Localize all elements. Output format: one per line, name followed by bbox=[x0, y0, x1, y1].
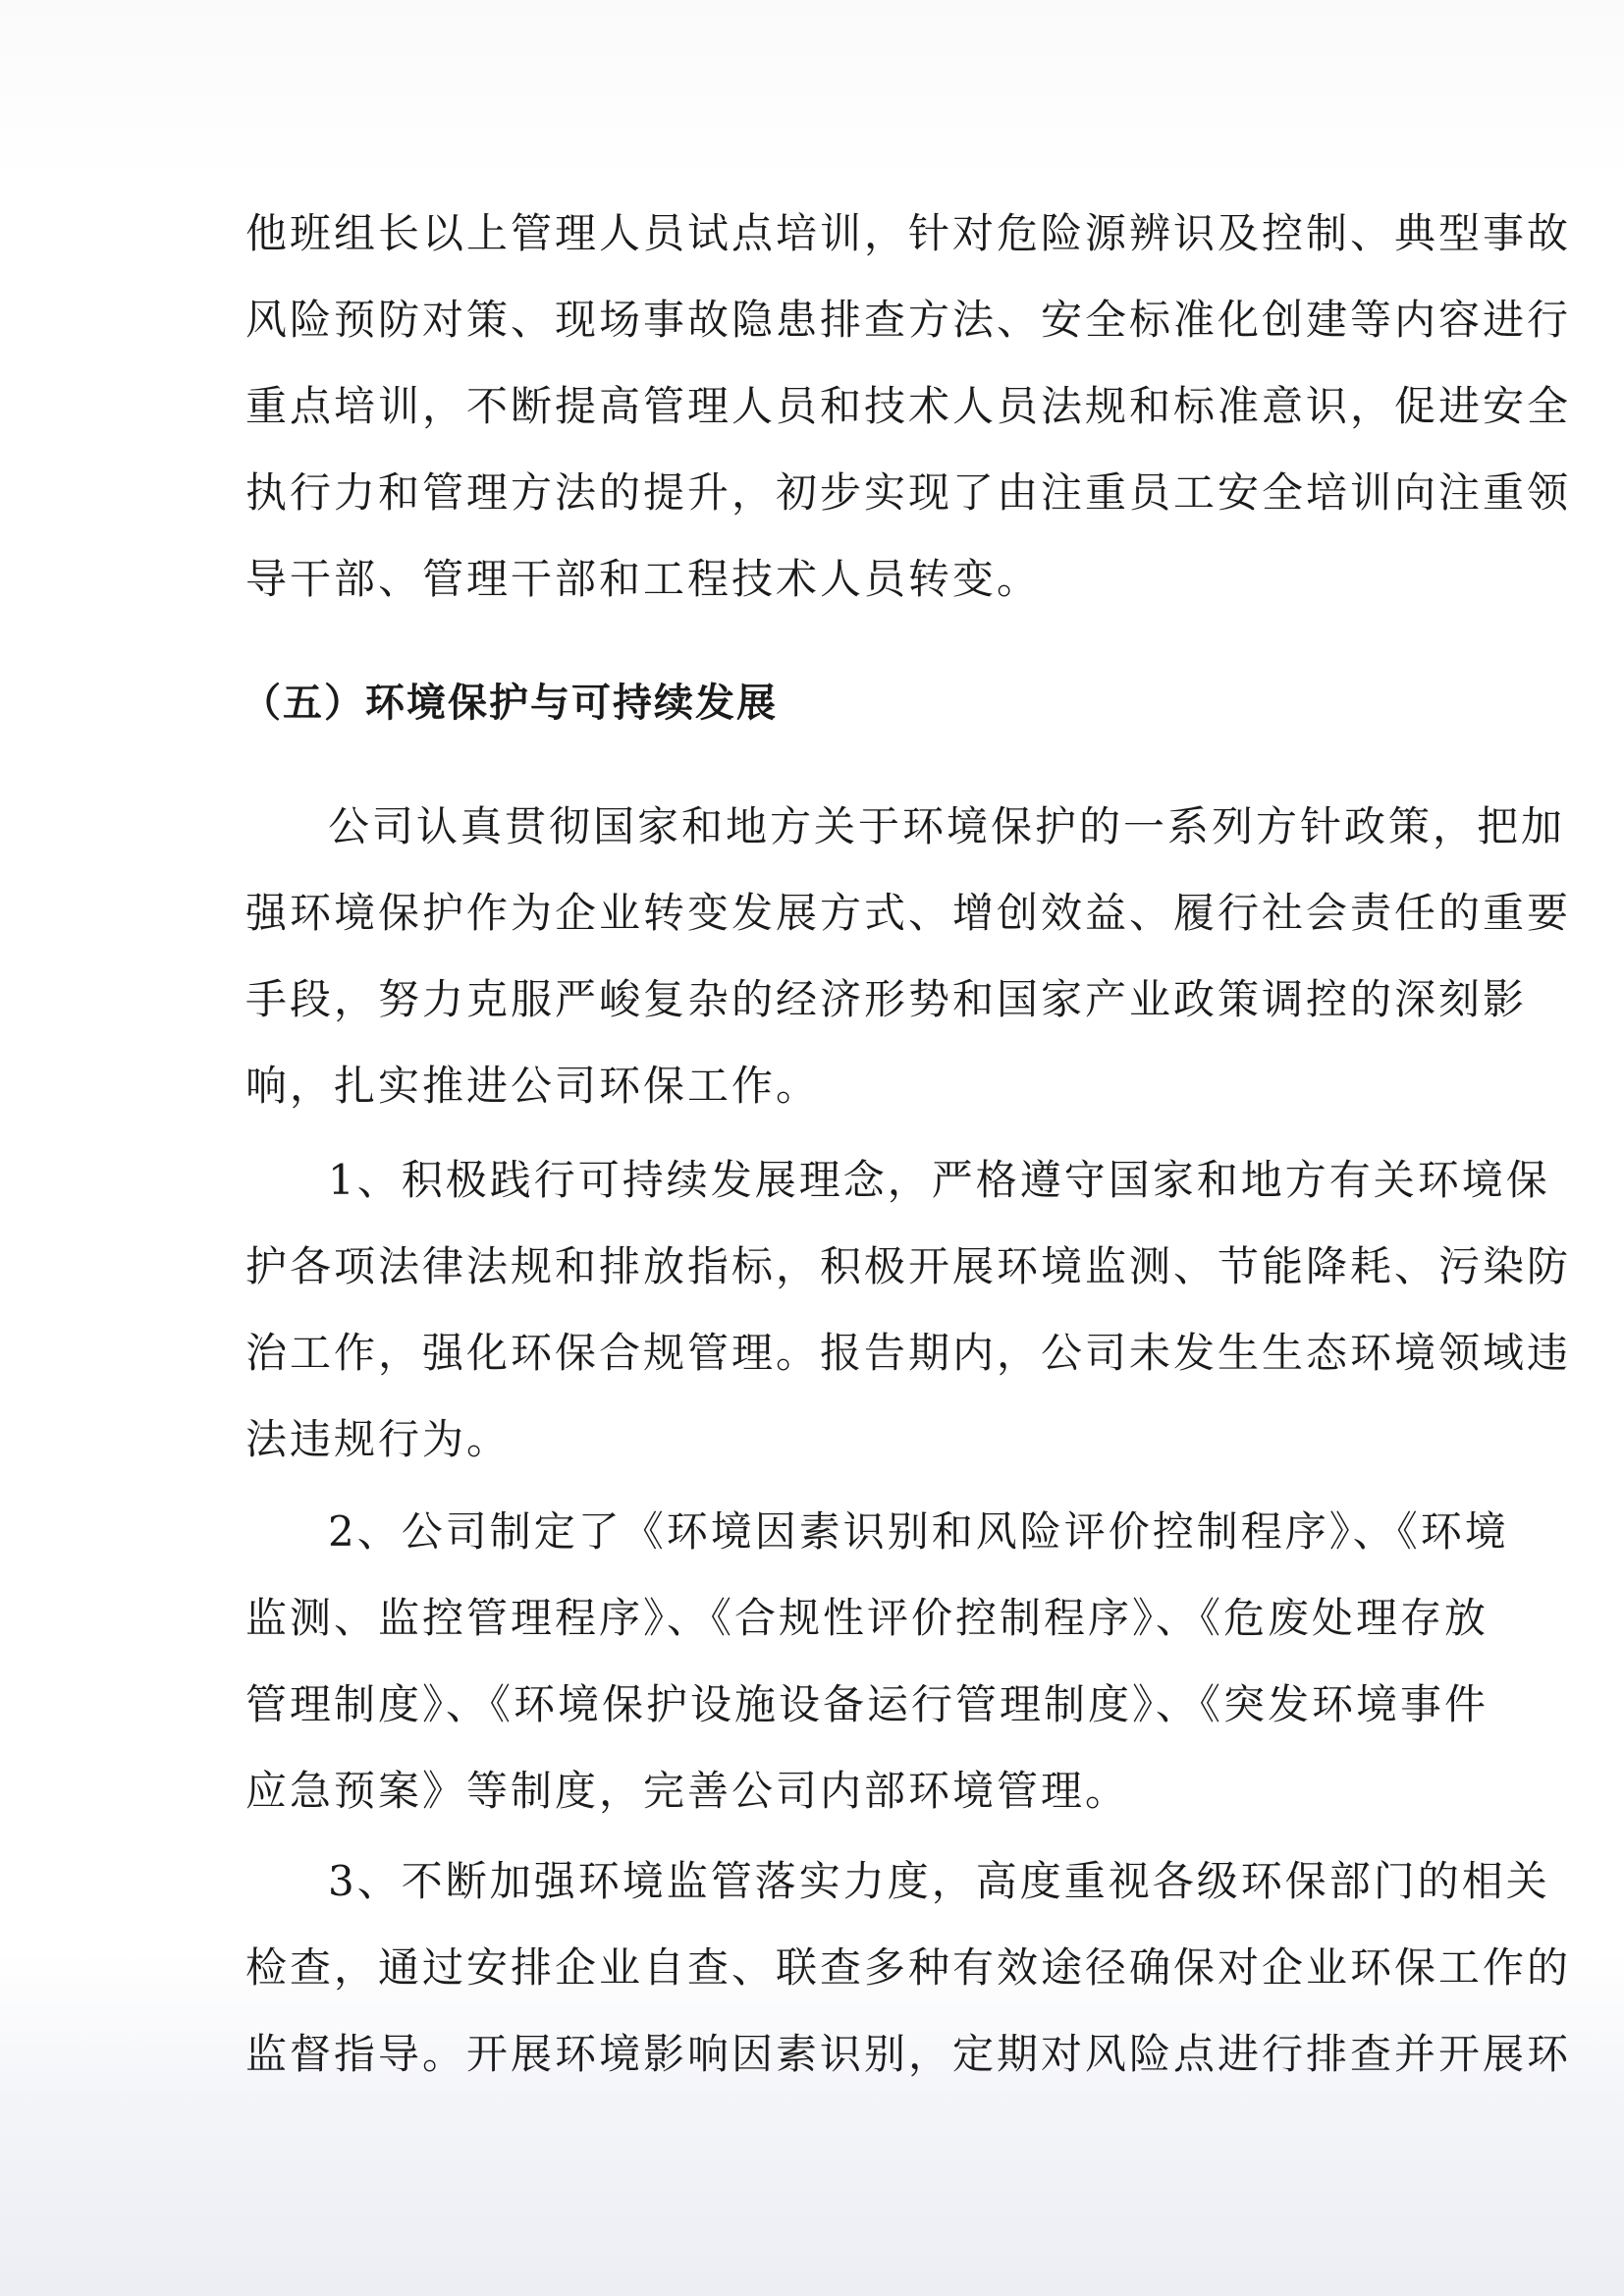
paragraph-1-line-3: 重点培训，不断提高管理人员和技术人员法规和标准意识，促进安全 bbox=[245, 382, 1572, 430]
paragraph-2-line-3: 手段，努力克服严峻复杂的经济形势和国家产业政策调控的深刻影 bbox=[245, 975, 1528, 1023]
item-1-line-4: 法违规行为。 bbox=[245, 1415, 512, 1463]
item-1-line-2: 护各项法律法规和排放指标，积极开展环境监测、节能降耗、污染防 bbox=[245, 1242, 1572, 1290]
item-3-line-2: 检查，通过安排企业自查、联查多种有效途径确保对企业环保工作的 bbox=[245, 1943, 1572, 1992]
section-heading: （五）环境保护与可持续发展 bbox=[242, 681, 778, 726]
paragraph-1-line-5: 导干部、管理干部和工程技术人员转变。 bbox=[245, 555, 1042, 603]
item-2-line-2: 监测、监控管理程序》、《合规性评价控制程序》、《危废处理存放 bbox=[245, 1594, 1489, 1642]
item-2-line-3: 管理制度》、《环境保护设施设备运行管理制度》、《突发环境事件 bbox=[245, 1680, 1489, 1728]
paragraph-1-line-1: 他班组长以上管理人员试点培训，针对危险源辨识及控制、典型事故 bbox=[245, 209, 1572, 257]
paragraph-2-line-4: 响，扎实推进公司环保工作。 bbox=[245, 1062, 821, 1110]
item-1-line-1: 1、积极践行可持续发展理念，严格遵守国家和地方有关环境保 bbox=[328, 1156, 1550, 1204]
item-3-line-3: 监督指导。开展环境影响因素识别，定期对风险点进行排查并开展环 bbox=[245, 2030, 1572, 2078]
item-2-line-4: 应急预案》等制度，完善公司内部环境管理。 bbox=[245, 1767, 1130, 1815]
paragraph-2-line-2: 强环境保护作为企业转变发展方式、增创效益、履行社会责任的重要 bbox=[245, 889, 1572, 937]
paragraph-2-line-1: 公司认真贯彻国家和地方关于环境保护的一系列方针政策，把加 bbox=[328, 802, 1566, 850]
item-2-line-1: 2、公司制定了《环境因素识别和风险评价控制程序》、《环境 bbox=[328, 1507, 1509, 1556]
paragraph-1-line-4: 执行力和管理方法的提升，初步实现了由注重员工安全培训向注重领 bbox=[245, 468, 1572, 517]
item-3-line-1: 3、不断加强环境监管落实力度，高度重视各级环保部门的相关 bbox=[328, 1857, 1550, 1905]
paragraph-1-line-2: 风险预防对策、现场事故隐患排查方法、安全标准化创建等内容进行 bbox=[245, 296, 1572, 344]
item-1-line-3: 治工作，强化环保合规管理。报告期内，公司未发生生态环境领域违 bbox=[245, 1329, 1572, 1377]
